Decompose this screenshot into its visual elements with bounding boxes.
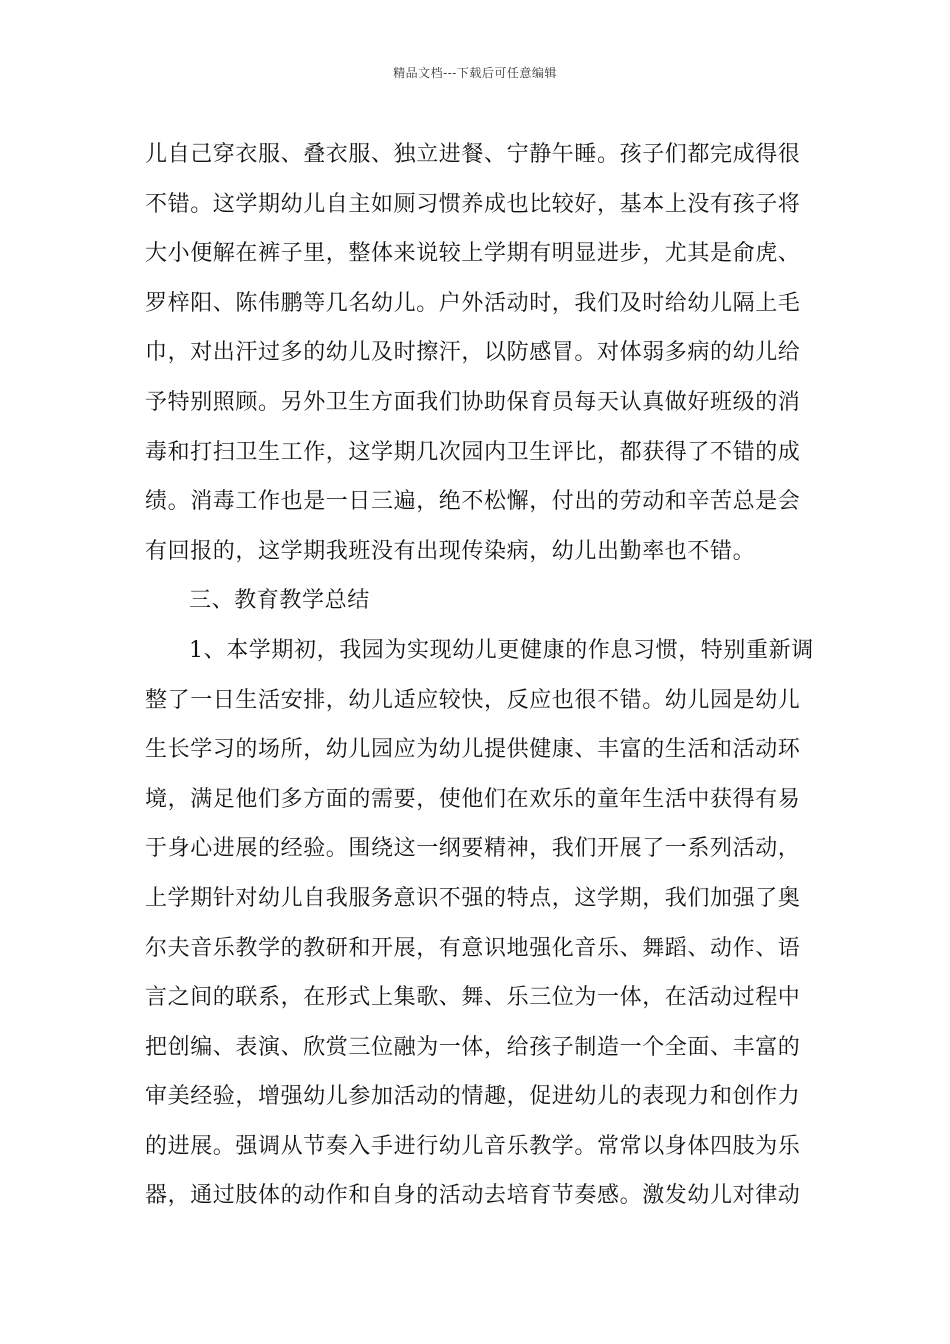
text-line: 言之间的联系，在形式上集歌、舞、乐三位为一体，在活动过程中 — [145, 985, 801, 1011]
text-line: 有回报的，这学期我班没有出现传染病，幼儿出勤率也不错。 — [145, 538, 756, 564]
page-header: 精品文档---下载后可任意编辑 — [393, 66, 557, 80]
text-line: 巾，对出汗过多的幼儿及时擦汗，以防感冒。对体弱多病的幼儿给 — [145, 340, 801, 366]
text-line: 境，满足他们多方面的需要，使他们在欢乐的童年生活中获得有易 — [145, 786, 801, 812]
text-line: 整了一日生活安排，幼儿适应较快，反应也很不错。幼儿园是幼儿 — [145, 687, 801, 713]
text-line: 把创编、表演、欣赏三位融为一体，给孩子制造一个全面、丰富的 — [145, 1034, 801, 1060]
text-line: 毒和打扫卫生工作，这学期几次园内卫生评比，都获得了不错的成 — [145, 439, 801, 465]
text-line: 不错。这学期幼儿自主如厕习惯养成也比较好，基本上没有孩子将 — [145, 191, 801, 217]
text-line: 器，通过肢体的动作和自身的活动去培育节奏感。激发幼儿对律动 — [145, 1183, 801, 1209]
text-line: 于身心进展的经验。围绕这一纲要精神，我们开展了一系列活动， — [145, 836, 801, 862]
body-text — [145, 130, 814, 1221]
text-line: 三、教育教学总结 — [189, 588, 370, 614]
text-line: 上学期针对幼儿自我服务意识不强的特点，这学期，我们加强了奥 — [145, 885, 801, 911]
text-line: 罗梓阳、陈伟鹏等几名幼儿。户外活动时，我们及时给幼儿隔上毛 — [145, 290, 801, 316]
text-line: 大小便解在裤子里，整体来说较上学期有明显进步，尤其是俞虎、 — [145, 241, 801, 267]
text-line: 儿自己穿衣服、叠衣服、独立进餐、宁静午睡。孩子们都完成得很 — [145, 142, 801, 167]
text-line: 绩。消毒工作也是一日三遍，绝不松懈，付出的劳动和辛苦总是会 — [145, 489, 801, 515]
text-line: 1、本学期初，我园为实现幼儿更健康的作息习惯，特别重新调 — [189, 637, 814, 663]
text-line: 予特别照顾。另外卫生方面我们协助保育员每天认真做好班级的消 — [145, 389, 801, 415]
text-line: 生长学习的场所，幼儿园应为幼儿提供健康、丰富的生活和活动环 — [145, 737, 801, 763]
text-line: 审美经验，增强幼儿参加活动的情趣，促进幼儿的表现力和创作力 — [145, 1084, 801, 1110]
text-line: 的进展。强调从节奏入手进行幼儿音乐教学。常常以身体四肢为乐 — [145, 1133, 801, 1159]
text-line: 尔夫音乐教学的教研和开展，有意识地强化音乐、舞蹈、动作、语 — [145, 935, 801, 961]
